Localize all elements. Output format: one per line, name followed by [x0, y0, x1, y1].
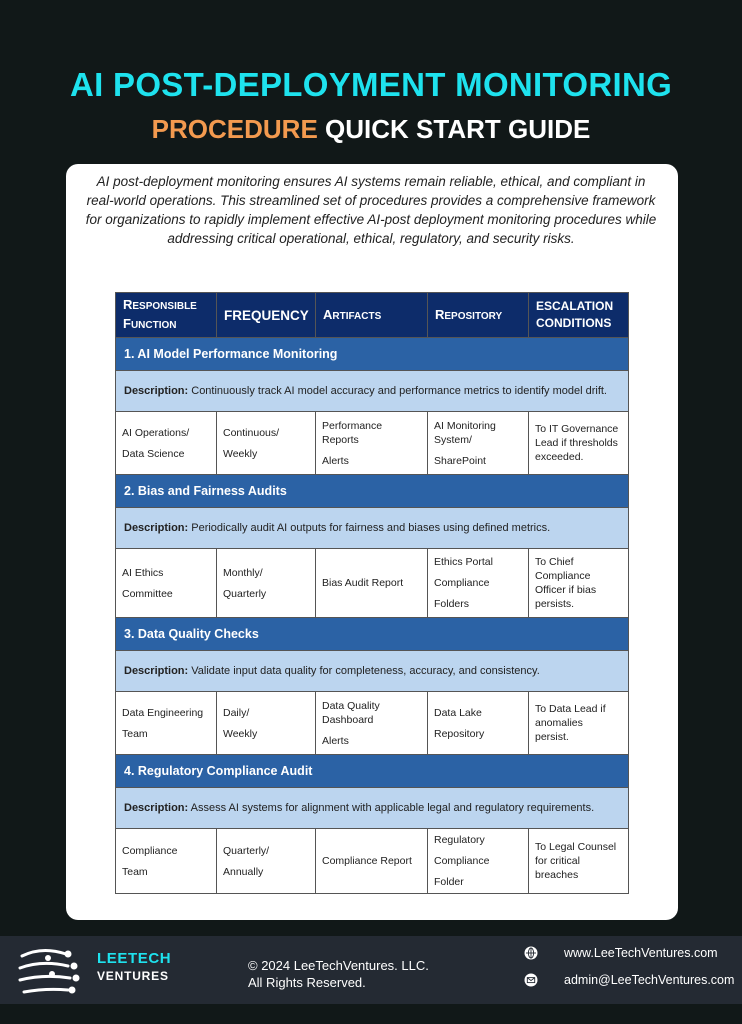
cell-line: AI Monitoring — [434, 419, 496, 432]
cell-escalation — [529, 412, 629, 475]
description-text: Validate input data quality for completeness, accuracy, and consistency. — [188, 664, 540, 677]
cell-line: persists. — [535, 598, 575, 610]
footer — [0, 936, 742, 1004]
cell-line: Folders — [434, 598, 470, 610]
section-title: 2. Bias and Fairness Audits — [116, 475, 629, 508]
cell-line: for critical — [535, 855, 580, 867]
cell-line: Compliance — [535, 570, 591, 582]
cell-line: breaches — [535, 869, 579, 881]
cell-escalation — [529, 692, 629, 755]
section-description-row — [116, 508, 629, 549]
cell-frequency — [217, 412, 316, 475]
globe-icon — [524, 946, 538, 960]
cell-repository — [428, 829, 529, 894]
leetech-logo-icon — [18, 942, 86, 1000]
cell-line: Committee — [122, 587, 173, 600]
table-row — [116, 412, 629, 475]
copyright-line1: © 2024 LeeTechVentures. LLC. — [248, 958, 429, 973]
cell-line: SharePoint — [434, 454, 486, 467]
header-repository: REPOSITORY — [428, 293, 529, 338]
description-label: Description: — [124, 801, 189, 814]
cell-line: anomalies — [535, 717, 583, 729]
cell-line: Data Lake — [434, 706, 482, 719]
description-text: Continuously track AI model accuracy and performance metrics to identify model drift. — [188, 384, 607, 397]
cell-line: AI Operations/ — [122, 426, 190, 439]
cell-line: Quarterly/ — [223, 844, 270, 857]
header-smallcaps: ESPONSIBLE — [132, 301, 197, 312]
table-header-row — [116, 293, 629, 338]
subtitle-rest: QUICK START GUIDE — [317, 114, 591, 144]
cell-line: Daily/ — [223, 706, 250, 719]
website-link[interactable]: www.LeeTechVentures.com — [564, 946, 718, 960]
cell-line: AI Ethics — [122, 566, 164, 579]
cell-responsible-function — [116, 549, 217, 618]
cell-line: To Data Lead if — [535, 703, 606, 715]
copyright-line2: All Rights Reserved. — [248, 975, 366, 990]
cell-line: Data Science — [122, 447, 185, 460]
section-title: 3. Data Quality Checks — [116, 618, 629, 651]
cell-line: Data Quality — [322, 699, 380, 712]
cell-line: To IT Governance — [535, 423, 619, 435]
cell-line: Reports — [322, 433, 359, 446]
cell-line: Compliance Report — [322, 855, 412, 867]
section-description — [116, 508, 629, 549]
cell-artifacts — [316, 692, 428, 755]
cell-responsible-function — [116, 412, 217, 475]
section-description-row — [116, 371, 629, 412]
table-row — [116, 829, 629, 894]
header-artifacts: ARTIFACTS — [316, 293, 428, 338]
cell-responsible-function — [116, 692, 217, 755]
section-title: 4. Regulatory Compliance Audit — [116, 755, 629, 788]
copyright — [248, 957, 429, 991]
cell-repository — [428, 692, 529, 755]
cell-line: Performance — [322, 419, 383, 432]
page-title: AI POST-DEPLOYMENT MONITORING — [69, 66, 673, 103]
description-label: Description: — [124, 521, 189, 534]
section-description — [116, 371, 629, 412]
cell-line: Compliance — [434, 855, 490, 867]
section-description-row — [116, 651, 629, 692]
cell-line: Ethics Portal — [434, 556, 493, 568]
section-title-row — [116, 338, 629, 371]
brand-name: LEETECH — [97, 950, 172, 967]
description-text: Assess AI systems for alignment with applicable legal and regulatory requirements. — [188, 801, 595, 814]
cell-line: To Legal Counsel — [535, 841, 617, 853]
cell-line: Alerts — [322, 454, 349, 467]
section-title-row — [116, 755, 629, 788]
header-frequency: FREQUENCY — [217, 293, 316, 338]
description-label: Description: — [124, 384, 189, 397]
cell-artifacts — [316, 829, 428, 894]
cell-escalation — [529, 549, 629, 618]
section-description — [116, 788, 629, 829]
cell-frequency — [217, 549, 316, 618]
section-title-row — [116, 618, 629, 651]
cell-artifacts — [316, 412, 428, 475]
description-label: Description: — [124, 664, 189, 677]
email-link[interactable]: admin@LeeTechVentures.com — [564, 973, 735, 987]
page-subtitle — [0, 114, 742, 145]
cell-line: Repository — [434, 727, 485, 740]
cell-line: exceeded. — [535, 451, 584, 463]
table-row — [116, 549, 629, 618]
section-description — [116, 651, 629, 692]
cell-line: System/ — [434, 433, 472, 446]
cell-responsible-function — [116, 829, 217, 894]
cell-frequency — [217, 829, 316, 894]
cell-line: Quarterly — [223, 587, 267, 600]
cell-line: Compliance — [122, 844, 178, 857]
cell-escalation — [529, 829, 629, 894]
cell-line: Team — [122, 727, 148, 740]
cell-line: Officer if bias — [535, 584, 597, 596]
cell-line: Team — [122, 865, 148, 878]
cell-frequency — [217, 692, 316, 755]
cell-line: Weekly — [223, 447, 258, 460]
subtitle-accent: PROCEDURE — [151, 114, 318, 144]
header-escalation-conditions: ESCALATION CONDITIONS — [529, 293, 629, 338]
section-title: 1. AI Model Performance Monitoring — [116, 338, 629, 371]
cell-line: Folder — [434, 876, 464, 888]
section-description-row — [116, 788, 629, 829]
cell-artifacts — [316, 549, 428, 618]
table-row — [116, 692, 629, 755]
header-responsible-function: RESPONSIBLE FUNCTION — [116, 293, 217, 338]
brand-subname: VENTURES — [97, 969, 169, 983]
cell-repository — [428, 412, 529, 475]
cell-line: Annually — [223, 865, 264, 878]
cell-repository — [428, 549, 529, 618]
section-title-row — [116, 475, 629, 508]
cell-line: Bias Audit Report — [322, 577, 404, 589]
cell-line: Regulatory — [434, 834, 485, 846]
cell-line: Data Engineering — [122, 706, 204, 719]
cell-line: Weekly — [223, 727, 258, 740]
cell-line: Alerts — [322, 734, 349, 747]
cell-line: To Chief — [535, 556, 574, 568]
intro-paragraph: AI post-deployment monitoring ensures AI systems remain reliable, ethical, and compliant in real-world operations. This streamlined set of procedures provides a comprehensive framework for organizations to rapidly implement effective AI-post deployment monitoring procedures while addressing critical operational, ethical, regulatory, and security risks. — [85, 174, 657, 246]
cell-line: Continuous/ — [223, 426, 280, 439]
procedure-table — [115, 292, 629, 894]
mail-icon — [524, 973, 538, 987]
cell-line: Dashboard — [322, 713, 374, 726]
description-text: Periodically audit AI outputs for fairness and biases using defined metrics. — [188, 521, 551, 534]
cell-line: Compliance — [434, 577, 490, 589]
cell-line: Lead if thresholds — [535, 437, 618, 449]
cell-line: Monthly/ — [223, 566, 263, 579]
cell-line: persist. — [535, 731, 569, 743]
